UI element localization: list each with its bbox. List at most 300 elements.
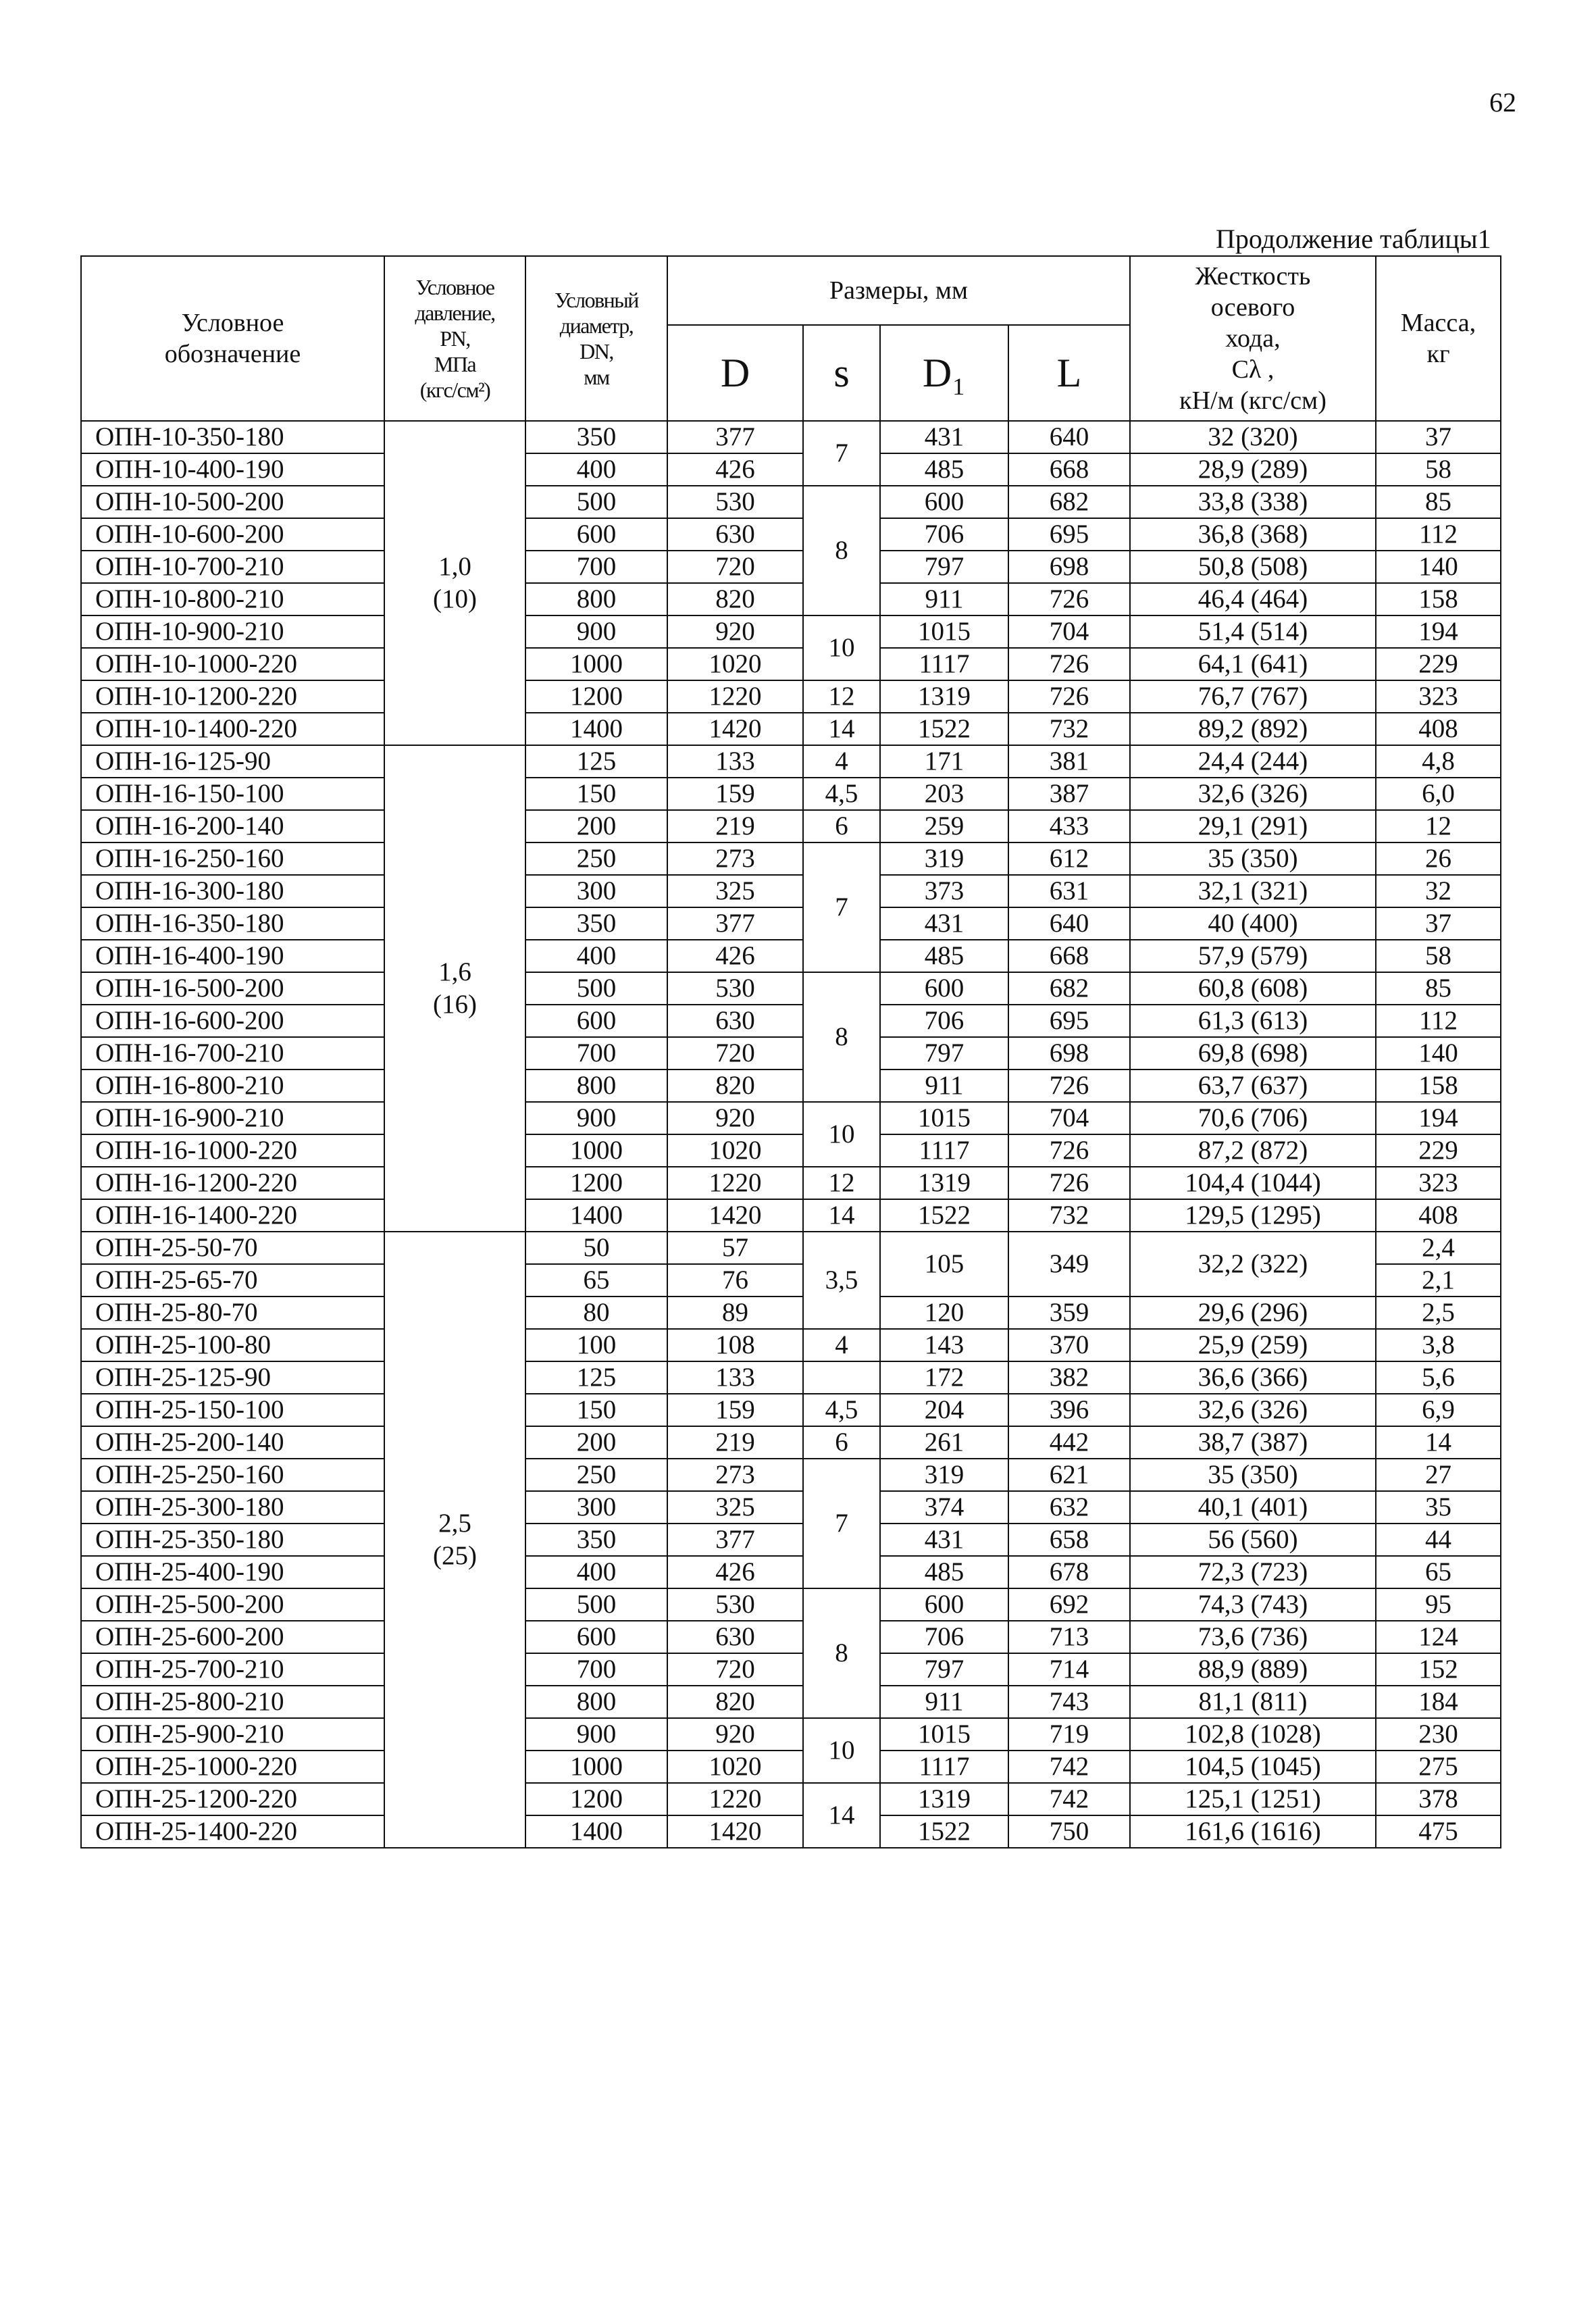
cell-mass: 37 — [1376, 907, 1501, 940]
cell-mass: 44 — [1376, 1524, 1501, 1556]
cell-d1: 431 — [880, 1524, 1008, 1556]
cell-dn: 200 — [525, 1426, 667, 1459]
cell-dn: 1400 — [525, 1199, 667, 1232]
table-row — [81, 1167, 1501, 1199]
cell-d1: 1319 — [880, 1167, 1008, 1199]
cell-stiffness: 29,6 (296) — [1130, 1297, 1376, 1329]
cell-l: 682 — [1008, 486, 1130, 518]
cell-mass: 26 — [1376, 842, 1501, 875]
cell-designation: ОПН-10-1000-220 — [81, 648, 384, 680]
cell-d: 377 — [667, 1524, 803, 1556]
table-continuation-caption: Продолжение таблицы1 — [1216, 224, 1491, 254]
table-row — [81, 1361, 1501, 1394]
table-row — [81, 1232, 1501, 1264]
cell-d: 76 — [667, 1264, 803, 1297]
cell-s: 8 — [803, 1588, 880, 1718]
table-row — [81, 453, 1501, 486]
cell-designation: ОПН-10-1200-220 — [81, 680, 384, 713]
cell-designation: ОПН-25-500-200 — [81, 1588, 384, 1621]
cell-stiffness: 63,7 (637) — [1130, 1070, 1376, 1102]
cell-d1: 431 — [880, 907, 1008, 940]
table-row — [81, 1653, 1501, 1686]
table-row — [81, 615, 1501, 648]
cell-l: 726 — [1008, 1134, 1130, 1167]
cell-l: 726 — [1008, 583, 1130, 615]
cell-d: 1420 — [667, 1199, 803, 1232]
cell-d1: 259 — [880, 810, 1008, 842]
cell-d: 920 — [667, 1102, 803, 1134]
cell-d: 720 — [667, 1037, 803, 1070]
table-row — [81, 1686, 1501, 1718]
cell-stiffness: 57,9 (579) — [1130, 940, 1376, 972]
table-row — [81, 842, 1501, 875]
cell-d1: 706 — [880, 1005, 1008, 1037]
page-number: 62 — [1489, 87, 1516, 118]
header-d1: D₁ — [880, 325, 1008, 421]
cell-d1: 319 — [880, 842, 1008, 875]
cell-d: 720 — [667, 551, 803, 583]
cell-l: 695 — [1008, 518, 1130, 551]
cell-d: 1220 — [667, 1167, 803, 1199]
cell-l: 698 — [1008, 551, 1130, 583]
cell-mass: 58 — [1376, 940, 1501, 972]
cell-s: 6 — [803, 810, 880, 842]
cell-dn: 1000 — [525, 648, 667, 680]
cell-dn: 50 — [525, 1232, 667, 1264]
cell-d1: 600 — [880, 486, 1008, 518]
cell-designation: ОПН-16-1200-220 — [81, 1167, 384, 1199]
cell-dn: 100 — [525, 1329, 667, 1361]
cell-l: 704 — [1008, 1102, 1130, 1134]
cell-designation: ОПН-25-1200-220 — [81, 1783, 384, 1815]
cell-stiffness: 29,1 (291) — [1130, 810, 1376, 842]
cell-designation: ОПН-10-400-190 — [81, 453, 384, 486]
cell-d1: 172 — [880, 1361, 1008, 1394]
cell-stiffness: 24,4 (244) — [1130, 745, 1376, 778]
cell-l: 668 — [1008, 453, 1130, 486]
cell-s: 10 — [803, 615, 880, 680]
cell-d: 133 — [667, 1361, 803, 1394]
cell-d1: 797 — [880, 1037, 1008, 1070]
cell-stiffness: 40 (400) — [1130, 907, 1376, 940]
cell-stiffness: 32,6 (326) — [1130, 778, 1376, 810]
table-row — [81, 1297, 1501, 1329]
table-row — [81, 1070, 1501, 1102]
cell-d1: 374 — [880, 1491, 1008, 1524]
cell-d1: 797 — [880, 1653, 1008, 1686]
cell-designation: ОПН-25-1400-220 — [81, 1815, 384, 1848]
cell-designation: ОПН-16-250-160 — [81, 842, 384, 875]
cell-d: 57 — [667, 1232, 803, 1264]
cell-d1: 1015 — [880, 1718, 1008, 1751]
cell-dn: 350 — [525, 1524, 667, 1556]
cell-l: 382 — [1008, 1361, 1130, 1394]
cell-designation: ОПН-16-900-210 — [81, 1102, 384, 1134]
header-d: D — [667, 325, 803, 421]
cell-l: 698 — [1008, 1037, 1130, 1070]
cell-stiffness: 33,8 (338) — [1130, 486, 1376, 518]
table-row — [81, 875, 1501, 907]
cell-stiffness: 56 (560) — [1130, 1524, 1376, 1556]
cell-d: 820 — [667, 1070, 803, 1102]
cell-dn: 800 — [525, 1686, 667, 1718]
cell-dn: 350 — [525, 421, 667, 453]
cell-pressure: 1,0 (10) — [384, 421, 525, 745]
cell-l: 396 — [1008, 1394, 1130, 1426]
cell-l: 433 — [1008, 810, 1130, 842]
cell-mass: 194 — [1376, 1102, 1501, 1134]
table-row — [81, 1102, 1501, 1134]
cell-d: 159 — [667, 778, 803, 810]
cell-mass: 140 — [1376, 551, 1501, 583]
cell-mass: 112 — [1376, 1005, 1501, 1037]
header-pressure: Условное давление, PN, МПа (кгс/см²) — [384, 256, 525, 421]
cell-d1: 431 — [880, 421, 1008, 453]
cell-stiffness: 76,7 (767) — [1130, 680, 1376, 713]
cell-mass: 35 — [1376, 1491, 1501, 1524]
cell-stiffness: 104,4 (1044) — [1130, 1167, 1376, 1199]
cell-l: 359 — [1008, 1297, 1130, 1329]
table-row — [81, 1329, 1501, 1361]
cell-l: 658 — [1008, 1524, 1130, 1556]
cell-designation: ОПН-16-400-190 — [81, 940, 384, 972]
cell-l: 682 — [1008, 972, 1130, 1005]
table-row — [81, 648, 1501, 680]
cell-d1: 706 — [880, 1621, 1008, 1653]
cell-stiffness: 32,1 (321) — [1130, 875, 1376, 907]
cell-d: 273 — [667, 842, 803, 875]
cell-l: 714 — [1008, 1653, 1130, 1686]
table-row — [81, 551, 1501, 583]
cell-d1: 1117 — [880, 1751, 1008, 1783]
cell-l: 349 — [1008, 1232, 1130, 1297]
cell-dn: 350 — [525, 907, 667, 940]
cell-designation: ОПН-25-900-210 — [81, 1718, 384, 1751]
cell-s: 4,5 — [803, 1394, 880, 1426]
cell-d: 426 — [667, 453, 803, 486]
cell-mass: 14 — [1376, 1426, 1501, 1459]
cell-stiffness: 25,9 (259) — [1130, 1329, 1376, 1361]
cell-stiffness: 40,1 (401) — [1130, 1491, 1376, 1524]
header-l: L — [1008, 325, 1130, 421]
cell-mass: 275 — [1376, 1751, 1501, 1783]
cell-designation: ОПН-25-800-210 — [81, 1686, 384, 1718]
cell-d1: 319 — [880, 1459, 1008, 1491]
cell-mass: 95 — [1376, 1588, 1501, 1621]
cell-d: 720 — [667, 1653, 803, 1686]
cell-mass: 58 — [1376, 453, 1501, 486]
cell-dn: 400 — [525, 940, 667, 972]
cell-stiffness: 61,3 (613) — [1130, 1005, 1376, 1037]
cell-s: 10 — [803, 1102, 880, 1167]
cell-dn: 700 — [525, 1037, 667, 1070]
cell-l: 692 — [1008, 1588, 1130, 1621]
cell-stiffness: 36,8 (368) — [1130, 518, 1376, 551]
table-row — [81, 1815, 1501, 1848]
cell-d1: 1522 — [880, 713, 1008, 745]
cell-d: 630 — [667, 1005, 803, 1037]
cell-s: 8 — [803, 972, 880, 1102]
cell-dn: 200 — [525, 810, 667, 842]
cell-d1: 143 — [880, 1329, 1008, 1361]
cell-s: 14 — [803, 1199, 880, 1232]
cell-designation: ОПН-25-350-180 — [81, 1524, 384, 1556]
cell-designation: ОПН-25-600-200 — [81, 1621, 384, 1653]
table-row — [81, 1718, 1501, 1751]
cell-l: 726 — [1008, 648, 1130, 680]
cell-d1: 911 — [880, 1686, 1008, 1718]
cell-d: 1420 — [667, 1815, 803, 1848]
cell-mass: 158 — [1376, 583, 1501, 615]
cell-mass: 378 — [1376, 1783, 1501, 1815]
cell-stiffness: 74,3 (743) — [1130, 1588, 1376, 1621]
cell-dn: 900 — [525, 1718, 667, 1751]
table-row — [81, 1621, 1501, 1653]
cell-l: 743 — [1008, 1686, 1130, 1718]
cell-d1: 911 — [880, 583, 1008, 615]
cell-l: 612 — [1008, 842, 1130, 875]
cell-designation: ОПН-10-350-180 — [81, 421, 384, 453]
cell-d: 426 — [667, 940, 803, 972]
cell-l: 640 — [1008, 907, 1130, 940]
cell-stiffness: 81,1 (811) — [1130, 1686, 1376, 1718]
cell-l: 726 — [1008, 1167, 1130, 1199]
cell-mass: 408 — [1376, 1199, 1501, 1232]
cell-d1: 706 — [880, 518, 1008, 551]
cell-mass: 6,9 — [1376, 1394, 1501, 1426]
cell-mass: 2,1 — [1376, 1264, 1501, 1297]
cell-designation: ОПН-10-500-200 — [81, 486, 384, 518]
cell-l: 678 — [1008, 1556, 1130, 1588]
cell-dn: 400 — [525, 453, 667, 486]
cell-stiffness: 72,3 (723) — [1130, 1556, 1376, 1588]
cell-s: 14 — [803, 713, 880, 745]
cell-l: 732 — [1008, 1199, 1130, 1232]
cell-designation: ОПН-16-350-180 — [81, 907, 384, 940]
header-dimensions: Размеры, мм — [667, 256, 1130, 325]
cell-d: 530 — [667, 486, 803, 518]
cell-d: 219 — [667, 810, 803, 842]
table-row — [81, 1556, 1501, 1588]
cell-designation: ОПН-25-50-70 — [81, 1232, 384, 1264]
table-row — [81, 583, 1501, 615]
table-row — [81, 1037, 1501, 1070]
cell-d: 1020 — [667, 648, 803, 680]
cell-l: 719 — [1008, 1718, 1130, 1751]
cell-mass: 65 — [1376, 1556, 1501, 1588]
cell-designation: ОПН-25-200-140 — [81, 1426, 384, 1459]
cell-s: 14 — [803, 1783, 880, 1848]
table-row — [81, 810, 1501, 842]
header-diameter: Условный диаметр, DN, мм — [525, 256, 667, 421]
table-row — [81, 680, 1501, 713]
cell-mass: 5,6 — [1376, 1361, 1501, 1394]
cell-stiffness: 51,4 (514) — [1130, 615, 1376, 648]
cell-designation: ОПН-16-1000-220 — [81, 1134, 384, 1167]
cell-l: 621 — [1008, 1459, 1130, 1491]
table-row — [81, 1524, 1501, 1556]
cell-d1: 203 — [880, 778, 1008, 810]
cell-designation: ОПН-25-100-80 — [81, 1329, 384, 1361]
table-row — [81, 1134, 1501, 1167]
cell-designation: ОПН-25-150-100 — [81, 1394, 384, 1426]
cell-mass: 3,8 — [1376, 1329, 1501, 1361]
cell-dn: 400 — [525, 1556, 667, 1588]
cell-l: 713 — [1008, 1621, 1130, 1653]
cell-designation: ОПН-25-300-180 — [81, 1491, 384, 1524]
cell-stiffness: 38,7 (387) — [1130, 1426, 1376, 1459]
cell-stiffness: 32,6 (326) — [1130, 1394, 1376, 1426]
cell-designation: ОПН-10-1400-220 — [81, 713, 384, 745]
cell-designation: ОПН-25-400-190 — [81, 1556, 384, 1588]
cell-pressure: 1,6 (16) — [384, 745, 525, 1232]
cell-dn: 1400 — [525, 1815, 667, 1848]
cell-d: 820 — [667, 1686, 803, 1718]
cell-d1: 105 — [880, 1232, 1008, 1297]
cell-dn: 900 — [525, 1102, 667, 1134]
cell-mass: 2,5 — [1376, 1297, 1501, 1329]
table-row — [81, 778, 1501, 810]
table-row — [81, 421, 1501, 453]
cell-d: 630 — [667, 518, 803, 551]
cell-designation: ОПН-25-125-90 — [81, 1361, 384, 1394]
cell-mass: 408 — [1376, 713, 1501, 745]
cell-dn: 300 — [525, 875, 667, 907]
cell-d1: 485 — [880, 1556, 1008, 1588]
table-row — [81, 1199, 1501, 1232]
cell-dn: 80 — [525, 1297, 667, 1329]
cell-mass: 32 — [1376, 875, 1501, 907]
cell-l: 631 — [1008, 875, 1130, 907]
cell-designation: ОПН-16-300-180 — [81, 875, 384, 907]
cell-dn: 65 — [525, 1264, 667, 1297]
cell-d1: 204 — [880, 1394, 1008, 1426]
cell-dn: 250 — [525, 842, 667, 875]
cell-mass: 112 — [1376, 518, 1501, 551]
cell-stiffness: 32 (320) — [1130, 421, 1376, 453]
cell-stiffness: 104,5 (1045) — [1130, 1751, 1376, 1783]
cell-designation: ОПН-25-1000-220 — [81, 1751, 384, 1783]
cell-l: 750 — [1008, 1815, 1130, 1848]
cell-designation: ОПН-16-600-200 — [81, 1005, 384, 1037]
cell-dn: 1000 — [525, 1751, 667, 1783]
table-row — [81, 972, 1501, 1005]
cell-mass: 158 — [1376, 1070, 1501, 1102]
cell-mass: 184 — [1376, 1686, 1501, 1718]
cell-d1: 1522 — [880, 1199, 1008, 1232]
cell-dn: 700 — [525, 1653, 667, 1686]
cell-designation: ОПН-16-200-140 — [81, 810, 384, 842]
cell-mass: 2,4 — [1376, 1232, 1501, 1264]
cell-mass: 85 — [1376, 972, 1501, 1005]
cell-designation: ОПН-16-700-210 — [81, 1037, 384, 1070]
cell-dn: 125 — [525, 1361, 667, 1394]
cell-mass: 140 — [1376, 1037, 1501, 1070]
cell-dn: 125 — [525, 745, 667, 778]
cell-stiffness: 50,8 (508) — [1130, 551, 1376, 583]
cell-s: 4 — [803, 1329, 880, 1361]
cell-d1: 1522 — [880, 1815, 1008, 1848]
cell-designation: ОПН-25-250-160 — [81, 1459, 384, 1491]
cell-d: 920 — [667, 1718, 803, 1751]
cell-stiffness: 64,1 (641) — [1130, 648, 1376, 680]
table-row — [81, 1005, 1501, 1037]
cell-d1: 1117 — [880, 648, 1008, 680]
cell-mass: 27 — [1376, 1459, 1501, 1491]
cell-d1: 485 — [880, 940, 1008, 972]
cell-s: 7 — [803, 421, 880, 486]
cell-mass: 85 — [1376, 486, 1501, 518]
table-row — [81, 1588, 1501, 1621]
cell-stiffness: 88,9 (889) — [1130, 1653, 1376, 1686]
table-row — [81, 1394, 1501, 1426]
cell-dn: 1200 — [525, 1783, 667, 1815]
cell-l: 632 — [1008, 1491, 1130, 1524]
cell-dn: 150 — [525, 1394, 667, 1426]
cell-d: 325 — [667, 1491, 803, 1524]
table-body — [81, 421, 1501, 1848]
cell-s: 7 — [803, 1459, 880, 1588]
cell-l: 442 — [1008, 1426, 1130, 1459]
cell-s: 7 — [803, 842, 880, 972]
cell-dn: 500 — [525, 972, 667, 1005]
cell-s: 12 — [803, 680, 880, 713]
cell-d1: 797 — [880, 551, 1008, 583]
cell-dn: 500 — [525, 486, 667, 518]
header-designation: Условное обозначение — [81, 256, 384, 421]
cell-stiffness: 125,1 (1251) — [1130, 1783, 1376, 1815]
cell-designation: ОПН-10-600-200 — [81, 518, 384, 551]
cell-l: 387 — [1008, 778, 1130, 810]
cell-d1: 1319 — [880, 680, 1008, 713]
cell-d: 159 — [667, 1394, 803, 1426]
cell-l: 726 — [1008, 1070, 1130, 1102]
table-row — [81, 1491, 1501, 1524]
cell-s: 10 — [803, 1718, 880, 1783]
cell-stiffness: 69,8 (698) — [1130, 1037, 1376, 1070]
cell-s: 3,5 — [803, 1232, 880, 1329]
cell-stiffness: 102,8 (1028) — [1130, 1718, 1376, 1751]
cell-d: 89 — [667, 1297, 803, 1329]
cell-d: 1220 — [667, 680, 803, 713]
table-row — [81, 1459, 1501, 1491]
cell-l: 704 — [1008, 615, 1130, 648]
cell-d1: 485 — [880, 453, 1008, 486]
cell-stiffness: 70,6 (706) — [1130, 1102, 1376, 1134]
cell-d: 133 — [667, 745, 803, 778]
cell-dn: 300 — [525, 1491, 667, 1524]
cell-stiffness: 35 (350) — [1130, 1459, 1376, 1491]
cell-dn: 500 — [525, 1588, 667, 1621]
cell-d: 1420 — [667, 713, 803, 745]
cell-d1: 911 — [880, 1070, 1008, 1102]
cell-dn: 150 — [525, 778, 667, 810]
cell-d1: 120 — [880, 1297, 1008, 1329]
cell-mass: 4,8 — [1376, 745, 1501, 778]
cell-l: 695 — [1008, 1005, 1130, 1037]
cell-d: 325 — [667, 875, 803, 907]
cell-d1: 600 — [880, 1588, 1008, 1621]
cell-l: 742 — [1008, 1783, 1130, 1815]
cell-designation: ОПН-10-700-210 — [81, 551, 384, 583]
table-row — [81, 745, 1501, 778]
table-row — [81, 713, 1501, 745]
cell-dn: 250 — [525, 1459, 667, 1491]
cell-dn: 600 — [525, 518, 667, 551]
cell-l: 370 — [1008, 1329, 1130, 1361]
cell-stiffness: 89,2 (892) — [1130, 713, 1376, 745]
cell-mass: 37 — [1376, 421, 1501, 453]
